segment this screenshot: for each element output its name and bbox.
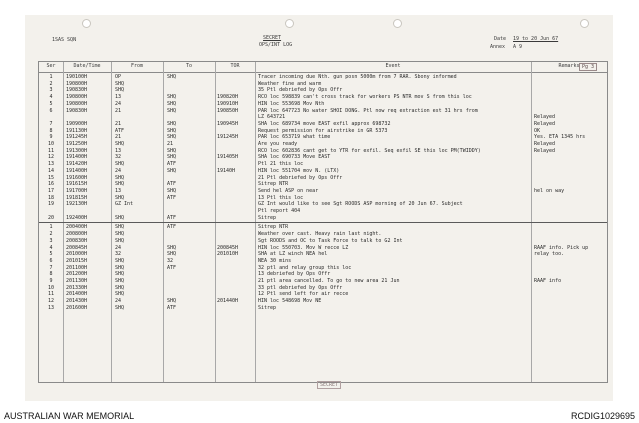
cell-dt: 191400H: [66, 167, 88, 174]
cell-from: 21: [115, 134, 122, 141]
cell-event: RCO loc 598839 can't cross track for workers PS NTR mov S from this loc: [258, 94, 472, 101]
cell-rem: Relayed: [534, 141, 556, 147]
punch-hole: [393, 19, 402, 28]
cell-to: SHQ: [167, 244, 177, 251]
table-row: [39, 134, 607, 140]
table-row: [39, 251, 607, 257]
cell-to: SHQ: [167, 127, 177, 134]
cell-rem: Relayed: [534, 114, 556, 121]
cell-tor: 190820H: [217, 94, 239, 101]
table-header: [39, 62, 607, 73]
cell-dt: 191700H: [66, 187, 88, 194]
cell-event: HIN loc 550703. Mov W recce LZ: [258, 244, 349, 251]
cell-to: ATF: [167, 194, 177, 201]
cell-rem: Yes. ETA 1345 hrs: [534, 134, 586, 141]
cell-tor: 191405H: [217, 154, 239, 161]
cell-dt: 201330H: [66, 284, 88, 291]
cell-ser: 1: [49, 74, 53, 80]
cell-event: Ptl report 404: [258, 208, 301, 214]
cell-from: SHQ: [115, 291, 125, 298]
cell-event: 13 debriefed by Ops Offr: [258, 271, 331, 278]
cell-ser: 2: [49, 231, 53, 238]
cell-to: SHQ: [167, 74, 177, 80]
cell-to: ATF: [167, 214, 177, 221]
cell-event: Tracer incoming due Nth. gun posn 5000m from 7 RAR. Sbony informed: [258, 74, 457, 80]
cell-ser: 6: [49, 257, 53, 264]
table-row: [39, 271, 607, 277]
col-event: Event: [385, 63, 401, 69]
cell-event: GZ Int would like to see Sgt ROODS ASP morning of 20 Jun 67. Subject: [258, 201, 463, 208]
cell-ser: 3: [49, 87, 53, 94]
cell-to: SHQ: [167, 107, 177, 114]
cell-event: HIN loc 548698 Mov NE: [258, 298, 322, 305]
cell-from: SHQ: [115, 194, 125, 201]
cell-event: Sitrep NTR: [258, 224, 289, 231]
punch-hole: [285, 19, 294, 28]
cell-ser: 4: [49, 94, 53, 101]
cell-dt: 201430H: [66, 298, 88, 305]
cell-rem: Relayed: [534, 147, 556, 154]
cell-dt: 190900H: [66, 120, 88, 127]
cell-from: SHQ: [115, 264, 125, 271]
cell-ser: 1: [49, 224, 53, 231]
cell-ser: 10: [47, 284, 55, 291]
cell-from: SHQ: [115, 257, 125, 264]
cell-dt: 190100H: [66, 74, 88, 80]
cell-event: Weather fine and warm: [258, 80, 322, 87]
cell-ser: 5: [49, 100, 53, 107]
table-row: [39, 201, 607, 207]
cell-dt: 201200H: [66, 271, 88, 278]
log-title: OPS/INT LOG: [259, 42, 293, 48]
punch-hole: [580, 19, 589, 28]
classification-header: SECRET: [263, 35, 282, 41]
footer-reference: RCDIG1029695: [570, 411, 635, 421]
cell-ser: 13: [47, 304, 55, 311]
cell-to: SHQ: [167, 120, 177, 127]
cell-from: SHQ: [115, 141, 125, 147]
table-row: [39, 154, 607, 160]
cell-to: 32: [167, 257, 174, 264]
cell-event: Ptl 21 this loc: [258, 161, 304, 168]
table-row: [39, 298, 607, 304]
cell-ser: 11: [47, 147, 55, 154]
cell-event: Request permission for airstrike in GR 5373: [258, 127, 388, 134]
cell-dt: 201100H: [66, 264, 88, 271]
cell-ser: 7: [49, 120, 53, 127]
cell-from: SHQ: [115, 271, 125, 278]
cell-to: SHQ: [167, 134, 177, 141]
cell-from: SHQ: [115, 80, 125, 87]
punch-hole: [82, 19, 91, 28]
cell-from: 32: [115, 251, 122, 258]
cell-ser: 14: [47, 167, 55, 174]
cell-ser: 15: [47, 174, 55, 181]
cell-event: LZ 643721: [258, 114, 286, 121]
cell-from: ATF: [115, 127, 125, 134]
log-table: [38, 61, 608, 383]
cell-dt: 192130H: [66, 201, 88, 208]
cell-tor: 190910H: [217, 100, 239, 107]
day-separator: [39, 222, 607, 223]
cell-from: 21: [115, 107, 122, 114]
cell-rem: relay too.: [534, 251, 565, 258]
cell-event: 13 Ptl this loc: [258, 194, 304, 201]
cell-to: ATF: [167, 224, 177, 231]
cell-to: SHQ: [167, 154, 177, 161]
date-label: Date: [494, 36, 507, 42]
table-row: [39, 305, 607, 311]
table-row: [39, 231, 607, 237]
cell-dt: 192400H: [66, 214, 88, 221]
cell-from: SHQ: [115, 237, 125, 244]
cell-event: NEA 30 mins: [258, 257, 292, 264]
cell-event: Send hel ASP on near: [258, 187, 319, 194]
table-row: [39, 215, 607, 221]
cell-from: SHQ: [115, 174, 125, 181]
page-stamp: Pg 3: [579, 63, 597, 71]
cell-event: HIN loc 551704 mov N. (LTX): [258, 167, 340, 174]
cell-dt: 190830H: [66, 87, 88, 94]
unit-name: 1SAS SQN: [52, 37, 77, 43]
cell-ser: 17: [47, 187, 55, 194]
cell-event: Are you ready: [258, 141, 298, 147]
cell-tor: 201440H: [217, 298, 239, 305]
table-row: [39, 101, 607, 107]
cell-dt: 191420H: [66, 161, 88, 168]
cell-from: 32: [115, 154, 122, 161]
cell-from: 24: [115, 100, 122, 107]
cell-dt: 200400H: [66, 224, 88, 231]
table-row: [39, 168, 607, 174]
cell-from: 24: [115, 244, 122, 251]
cell-tor: 200845H: [217, 244, 239, 251]
col-tor: TOR: [230, 63, 240, 69]
table-row: [39, 161, 607, 167]
cell-from: SHQ: [115, 214, 125, 221]
cell-to: ATF: [167, 264, 177, 271]
cell-ser: 8: [49, 271, 53, 278]
table-row: [39, 141, 607, 147]
cell-dt: 200830H: [66, 237, 88, 244]
cell-to: SHQ: [167, 147, 177, 154]
cell-dt: 190830H: [66, 107, 88, 114]
table-row: [39, 87, 607, 93]
table-row: [39, 188, 607, 194]
cell-from: SHQ: [115, 278, 125, 284]
cell-dt: 191130H: [66, 127, 88, 134]
cell-ser: 7: [49, 264, 53, 271]
table-row: [39, 74, 607, 80]
cell-ser: 16: [47, 181, 55, 188]
cell-from: 13: [115, 147, 122, 154]
table-row: [39, 81, 607, 87]
cell-event: SHA loc 690733 Move EAST: [258, 154, 331, 161]
cell-from: SHQ: [115, 224, 125, 231]
cell-ser: 19: [47, 201, 55, 208]
table-row: [39, 265, 607, 271]
cell-dt: 200845H: [66, 244, 88, 251]
cell-event: 21 ptl area cancelled. To go to new area 21 Jun: [258, 278, 400, 284]
cell-to: ATF: [167, 304, 177, 311]
cell-event: Sitrep: [258, 304, 277, 311]
cell-ser: 20: [47, 214, 55, 221]
table-row: [39, 94, 607, 100]
table-row: [39, 114, 607, 120]
cell-from: SHQ: [115, 181, 125, 188]
cell-event: 33 ptl debriefed by Ops Offr: [258, 284, 343, 291]
cell-dt: 201400H: [66, 291, 88, 298]
cell-dt: 191600H: [66, 174, 88, 181]
cell-from: SHQ: [115, 304, 125, 311]
cell-from: SHQ: [115, 284, 125, 291]
cell-rem: OK: [534, 127, 541, 134]
cell-ser: 11: [47, 291, 55, 298]
date-value: 19 to 20 Jun 67: [513, 36, 559, 42]
bottom-classification-stamp: SECRET: [317, 381, 341, 389]
table-row: [39, 208, 607, 214]
cell-from: 13: [115, 94, 122, 101]
cell-ser: 9: [49, 278, 53, 284]
col-to: To: [185, 63, 193, 69]
cell-tor: 190945H: [217, 120, 239, 127]
cell-tor: 190850H: [217, 107, 239, 114]
cell-to: SHQ: [167, 187, 177, 194]
annex-label: Annex: [490, 44, 506, 50]
cell-event: 35 Ptl debriefed by Ops Offr: [258, 87, 343, 94]
table-row: [39, 245, 607, 251]
cell-from: SHQ: [115, 87, 125, 94]
table-row: [39, 278, 607, 284]
cell-event: Sgt ROODS and OC to Task Force to talk to G2 Int: [258, 237, 403, 244]
cell-rem: hel on way: [534, 187, 565, 194]
cell-event: Sitrep: [258, 214, 277, 221]
cell-ser: 3: [49, 237, 53, 244]
cell-from: SHQ: [115, 231, 125, 238]
cell-to: ATF: [167, 161, 177, 168]
cell-ser: 8: [49, 127, 53, 134]
cell-event: 32 ptl and relay group this loc: [258, 264, 352, 271]
cell-to: SHQ: [167, 100, 177, 107]
cell-to: SHQ: [167, 251, 177, 258]
cell-from: 24: [115, 167, 122, 174]
cell-event: HIN loc 553698 Mov Nth: [258, 100, 325, 107]
cell-ser: 9: [49, 134, 53, 141]
cell-from: SHQ: [115, 161, 125, 168]
log-sheet: [25, 15, 613, 401]
cell-event: 12 Ptl send left for air recce: [258, 291, 349, 298]
cell-dt: 201130H: [66, 278, 88, 284]
cell-ser: 18: [47, 194, 55, 201]
cell-dt: 190800H: [66, 80, 88, 87]
table-row: [39, 108, 607, 114]
table-row: [39, 195, 607, 201]
col-from: From: [130, 63, 144, 69]
cell-to: SHQ: [167, 167, 177, 174]
cell-rem: RAAF info. Pick up: [534, 244, 589, 251]
cell-dt: 201000H: [66, 251, 88, 258]
cell-event: 21 Ptl debriefed by Ops Offr: [258, 174, 343, 181]
table-row: [39, 128, 607, 134]
cell-dt: 191250H: [66, 141, 88, 147]
cell-ser: 5: [49, 251, 53, 258]
table-row: [39, 258, 607, 264]
cell-ser: 13: [47, 161, 55, 168]
cell-event: Weather over cast. Heavy rain last night.: [258, 231, 382, 238]
cell-to: SHQ: [167, 298, 177, 305]
cell-dt: 191245H: [66, 134, 88, 141]
cell-ser: 12: [47, 154, 55, 161]
cell-to: SHQ: [167, 94, 177, 101]
cell-dt: 191815H: [66, 194, 88, 201]
cell-tor: 201010H: [217, 251, 239, 258]
cell-dt: 201015H: [66, 257, 88, 264]
table-row: [39, 285, 607, 291]
cell-from: 24: [115, 298, 122, 305]
cell-dt: 191400H: [66, 154, 88, 161]
annex-value: A 9: [513, 44, 523, 50]
cell-ser: 12: [47, 298, 55, 305]
cell-dt: 190800H: [66, 94, 88, 101]
cell-dt: 190800H: [66, 100, 88, 107]
table-row: [39, 148, 607, 154]
col-datetime: Date/Time: [73, 63, 101, 69]
table-row: [39, 181, 607, 187]
cell-ser: 6: [49, 107, 53, 114]
footer-credit: AUSTRALIAN WAR MEMORIAL: [4, 411, 135, 421]
cell-from: GZ Int: [115, 201, 134, 208]
cell-event: RCO loc 602836 cant get to YTR for exfil. Seq exfil SE this loc PM(TWIDDY): [258, 147, 481, 154]
col-remarks: Remarks: [558, 63, 580, 69]
cell-tor: 191245H: [217, 134, 239, 141]
cell-ser: 2: [49, 80, 53, 87]
cell-dt: 200800H: [66, 231, 88, 238]
cell-event: SHA loc 689734 move EAST exfil approx 698732: [258, 120, 391, 127]
table-row: [39, 291, 607, 297]
cell-dt: 191300H: [66, 147, 88, 154]
col-ser: Ser: [46, 63, 56, 69]
cell-dt: 201600H: [66, 304, 88, 311]
cell-from: 21: [115, 120, 122, 127]
cell-tor: 19140H: [217, 167, 236, 174]
table-row: [39, 238, 607, 244]
cell-rem: Relayed: [534, 120, 556, 127]
table-row: [39, 175, 607, 181]
cell-event: SHA at LZ winch NEA hel: [258, 251, 328, 258]
table-row: [39, 224, 607, 230]
cell-dt: 191615H: [66, 181, 88, 188]
cell-to: 21: [167, 141, 174, 147]
cell-event: PAR loc 653719 what time: [258, 134, 331, 141]
cell-ser: 10: [47, 141, 55, 147]
cell-event: Sitrep NTR: [258, 181, 289, 188]
cell-rem: RAAF info: [534, 278, 562, 284]
cell-event: PAR loc 647723 No water SHOI DONG. Ptl now req extraction est 31 hrs from: [258, 107, 478, 114]
table-row: [39, 121, 607, 127]
cell-ser: 4: [49, 244, 53, 251]
cell-to: ATF: [167, 181, 177, 188]
cell-from: 13: [115, 187, 122, 194]
cell-from: OP: [115, 74, 122, 80]
